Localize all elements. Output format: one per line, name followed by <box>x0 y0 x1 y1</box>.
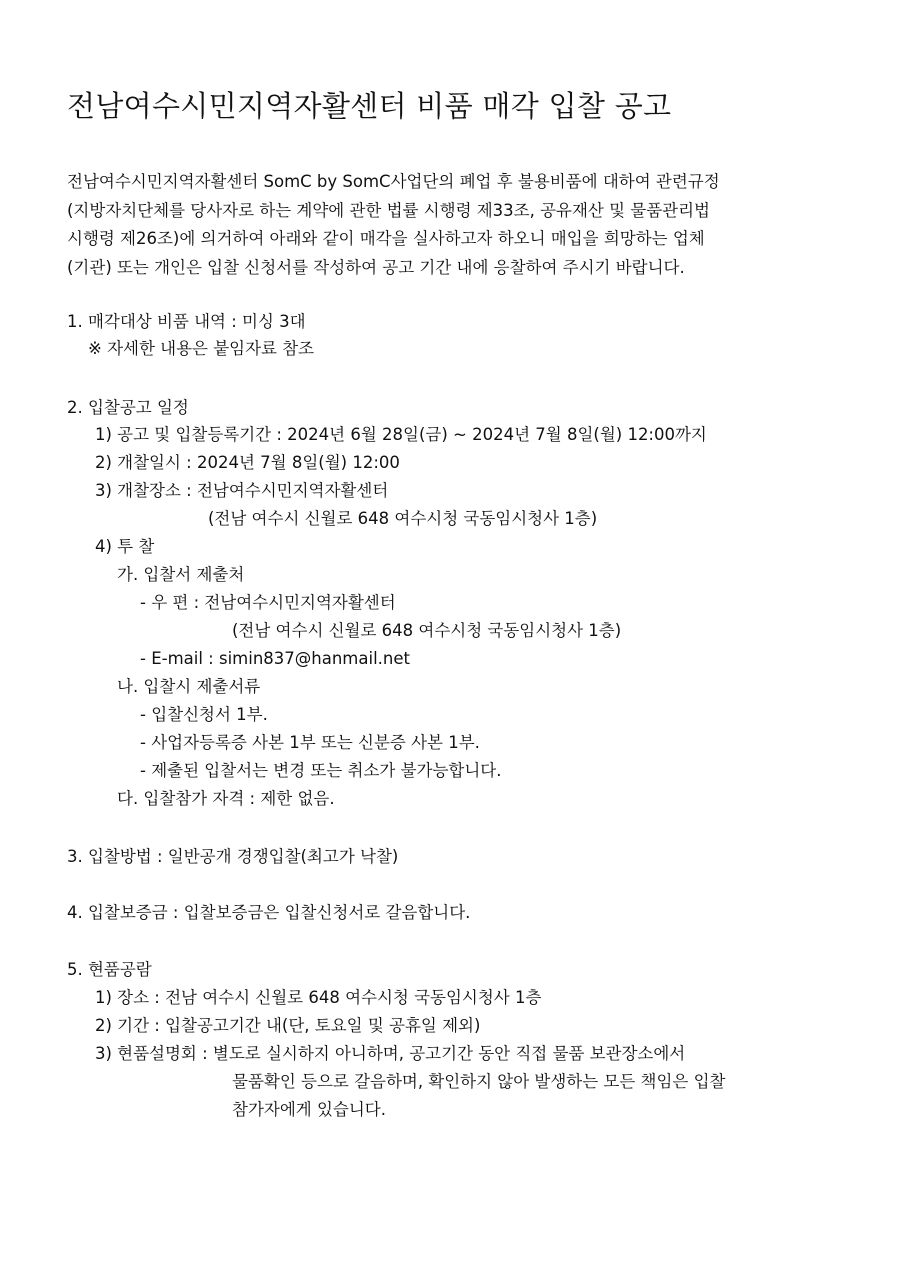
intro-line: (지방자치단체를 당사자로 하는 계약에 관한 법률 시행령 제33조, 공유재산 및 물품관리법 <box>67 200 710 220</box>
section-5-heading: 5. 현품공람 <box>67 960 152 979</box>
inspection-briefing: 3) 현품설명회 : 별도로 실시하지 아니하며, 공고기간 동안 직접 물품 보관장소에서 <box>95 1044 686 1063</box>
required-document-item: - 입찰신청서 1부. <box>140 705 268 724</box>
intro-line: (기관) 또는 개인은 입찰 신청서를 작성하여 공고 기간 내에 응찰하여 주시기 바랍니다. <box>67 257 685 277</box>
required-documents-heading: 나. 입찰시 제출서류 <box>117 677 261 696</box>
submission-post: - 우 편 : 전남여수시민지역자활센터 <box>140 593 396 612</box>
intro-line: 전남여수시민지역자활센터 SomC by SomC사업단의 폐업 후 불용비품에 대하여 관련규정 <box>67 172 720 191</box>
inspection-briefing-continued: 물품확인 등으로 갈음하며, 확인하지 않아 발생하는 모든 책임은 입찰 <box>232 1072 726 1091</box>
schedule-item-4: 4) 투 찰 <box>95 537 155 556</box>
required-document-item: - 사업자등록증 사본 1부 또는 신분증 사본 1부. <box>140 733 480 752</box>
required-document-item: - 제출된 입찰서는 변경 또는 취소가 불가능합니다. <box>140 761 502 780</box>
section-4-heading: 4. 입찰보증금 : 입찰보증금은 입찰신청서로 갈음합니다. <box>67 903 471 922</box>
submission-place-heading: 가. 입찰서 제출처 <box>117 565 245 584</box>
schedule-item-2: 2) 개찰일시 : 2024년 7월 8일(월) 12:00 <box>95 453 400 472</box>
inspection-place: 1) 장소 : 전남 여수시 신월로 648 여수시청 국동임시청사 1층 <box>95 988 542 1007</box>
eligibility: 다. 입찰참가 자격 : 제한 없음. <box>117 789 335 808</box>
section-2-heading: 2. 입찰공고 일정 <box>67 398 189 417</box>
schedule-item-3: 3) 개찰장소 : 전남여수시민지역자활센터 <box>95 481 389 500</box>
submission-post-address: (전남 여수시 신월로 648 여수시청 국동임시청사 1층) <box>232 621 622 640</box>
submission-email: - E-mail : simin837@hanmail.net <box>140 649 410 668</box>
inspection-period: 2) 기간 : 입찰공고기간 내(단, 토요일 및 공휴일 제외) <box>95 1016 481 1035</box>
section-1-heading: 1. 매각대상 비품 내역 : 미싱 3대 <box>67 312 306 331</box>
schedule-item-1: 1) 공고 및 입찰등록기간 : 2024년 6월 28일(금) ~ 2024년 7월 8일(월) 12:00까지 <box>95 425 707 444</box>
intro-line: 시행령 제26조)에 의거하여 아래와 같이 매각을 실사하고자 하오니 매입을 희망하는 업체 <box>67 229 705 248</box>
inspection-briefing-continued: 참가자에게 있습니다. <box>232 1100 386 1119</box>
schedule-item-3-address: (전남 여수시 신월로 648 여수시청 국동임시청사 1층) <box>208 509 598 528</box>
section-1-note: ※ 자세한 내용은 붙임자료 참조 <box>88 339 315 358</box>
section-3-heading: 3. 입찰방법 : 일반공개 경쟁입찰(최고가 낙찰) <box>67 847 399 866</box>
intro-paragraph <box>67 168 720 282</box>
document-title: 전남여수시민지역자활센터 비품 매각 입찰 공고 <box>67 89 672 123</box>
